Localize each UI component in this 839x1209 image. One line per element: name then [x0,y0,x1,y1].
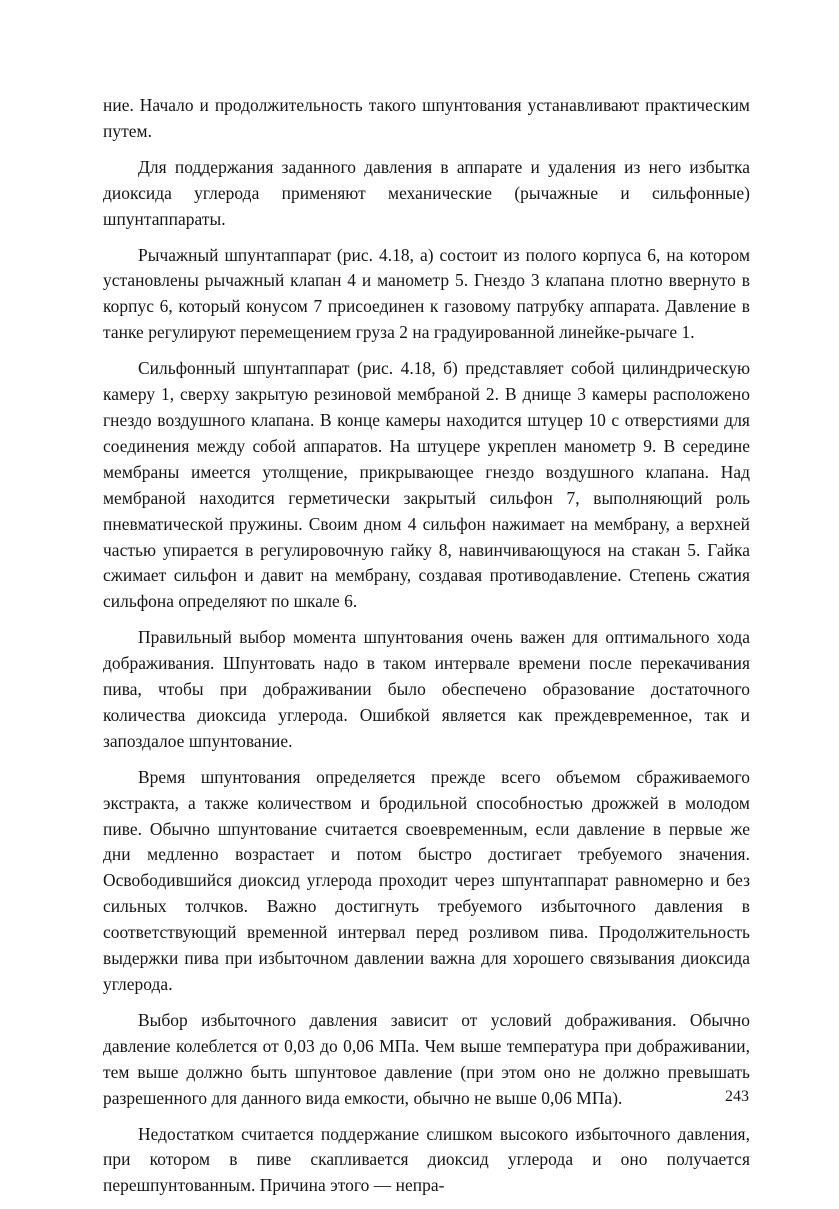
paragraph-overpressure-choice: Выбор избыточного давления зависит от условий дображивания. Обычно давление колеблется от 0,03 до 0,06 МПа. Чем выше температура при дображивании, тем выше должно быть шпунтовое давление (при этом оно не должно превышать разрешенного для данного вида емкости, обычно не выше 0,06 МПа). [103,1009,750,1108]
body-text [103,93,750,1209]
paragraph-bellows-apparatus: Сильфонный шпунтаппарат (рис. 4.18, б) представляет собой цилиндрическую камеру 1, сверху закрытую резиновой мембраной 2. В днище 3 камеры расположено гнездо воздушного клапана. В конце камеры находится штуцер 10 с отверстиями для соединения между собой аппаратов. На штуцере укреплен манометр 9. В середине мембраны имеется утолщение, прикрывающее гнездо воздушного клапана. Над мембраной находится герметически закрытый сильфон 7, выполняющий роль пневматической пружины. Своим дном 4 сильфон нажимает на мембрану, а верхней частью упирается в регулировочную гайку 8, навинчивающуюся на стакан 5. Гайка сжимает сильфон и давит на мембрану, создавая противодавление. Степень сжатия сильфона определяют по шкале 6. [103,358,750,612]
paragraph-excess-pressure: Недостатком считается поддержание слишком высокого избыточного давления, при котором в пиве скапливается диоксид углерода и оно получается перешпунтованным. Причина этого — непра- [103,1123,750,1196]
paragraph-spunding-time: Время шпунтования определяется прежде всего объемом сбраживаемого экстракта, а также количеством и бродильной способностью дрожжей в молодом пиве. Обычно шпунтование считается своевременным, если давление в первые же дни медленно возрастает и потом быстро достигает требуемого значения. Освободившийся диоксид углерода проходит через шпунтаппарат равномерно и без сильных толчков. Важно достигнуть требуемого избыточного давления в соответствующий временной интервал перед розливом пива. Продолжительность выдержки пива при избыточном давлении важна для хорошего связывания диоксида углерода. [103,766,750,994]
paragraph-lever-apparatus: Рычажный шпунтаппарат (рис. 4.18, а) состоит из полого корпуса 6, на котором установлены рычажный клапан 4 и манометр 5. Гнездо 3 клапана плотно ввернуто в корпус 6, который конусом 7 присоединен к газовому патрубку аппарата. Давление в танке регулируют перемещением груза 2 на градуированной линейке-рычаге 1. [103,244,750,343]
paragraph-pressure-maintenance: Для поддержания заданного давления в аппарате и удаления из него избытка диоксида углерода применяют механические (рычажные и сильфонные) шпунтаппараты. [103,156,750,229]
page-number: 243 [725,1088,749,1105]
paragraph-continuation: ние. Начало и продолжительность такого шпунтования устанавливают практическим путем. [103,95,750,141]
paragraph-spunding-moment: Правильный выбор момента шпунтования очень важен для оптимального хода дображивания. Шпунтовать надо в таком интервале времени после перекачивания пива, чтобы при дображивании было обеспечено образование достаточного количества диоксида углерода. Ошибкой является как преждевременное, так и запоздалое шпунтование. [103,627,750,751]
